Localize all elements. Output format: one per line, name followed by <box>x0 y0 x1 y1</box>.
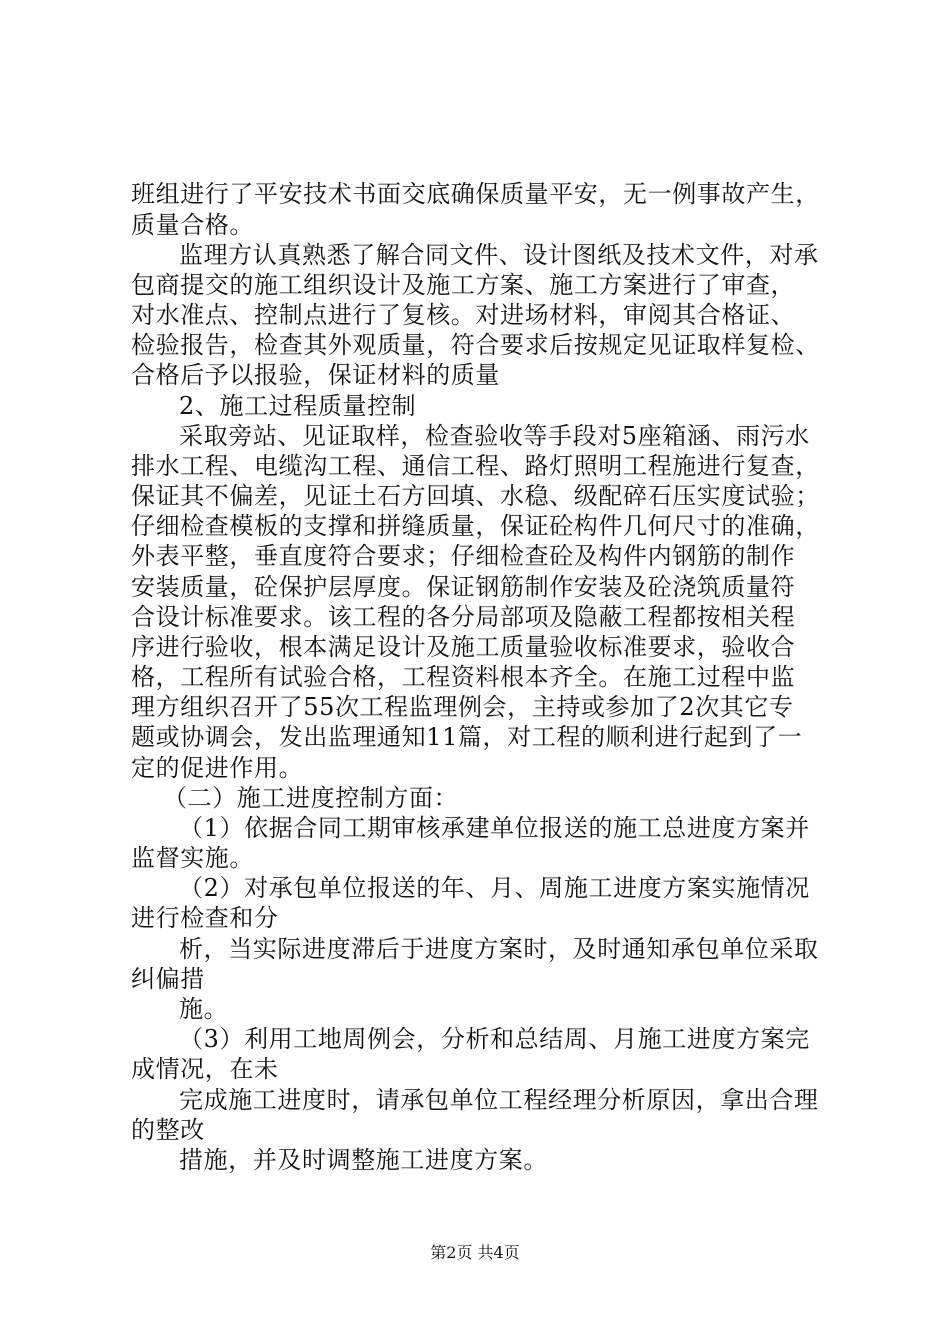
text-line: 监督实施。 <box>131 844 254 872</box>
text-line: 的整改 <box>131 1116 205 1144</box>
text-line: 质量合格。 <box>131 211 254 239</box>
text-line: 采取旁站、见证取样，检查验收等手段对5座箱涵、雨污水 <box>179 422 810 450</box>
text-line: 析，当实际进度滞后于进度方案时，及时通知承包单位采取 <box>179 935 819 963</box>
text-line: 格，工程所有试验合格，工程资料根本齐全。在施工过程中监 <box>131 663 796 691</box>
text-line: 定的促进作用。 <box>131 754 304 782</box>
text-line: 成情况，在未 <box>131 1055 279 1083</box>
text-line: （2）对承包单位报送的年、月、周施工进度方案实施情况 <box>179 874 810 902</box>
text-line: 班组进行了平安技术书面交底确保质量平安，无一例事故产生， <box>131 180 820 208</box>
text-line: 包商提交的施工组织设计及施工方案、施工方案进行了审查， <box>131 271 796 299</box>
text-line: 施。 <box>179 995 229 1023</box>
text-line: 保证其不偏差，见证土石方回填、水稳、级配碎石压实度试验； <box>131 482 820 510</box>
text-line: （二）施工进度控制方面： <box>163 784 459 812</box>
text-line: 监理方认真熟悉了解合同文件、设计图纸及技术文件，对承 <box>179 241 819 269</box>
text-line: 题或协调会，发出监理通知11篇，对工程的顺利进行起到了一 <box>131 723 803 751</box>
text-line: 外表平整，垂直度符合要求；仔细检查砼及构件内钢筋的制作 <box>131 542 796 570</box>
text-line: 合设计标准要求。该工程的各分局部项及隐蔽工程都按相关程 <box>131 603 796 631</box>
text-line: 安装质量，砼保护层厚度。保证钢筋制作安装及砼浇筑质量符 <box>131 573 796 601</box>
text-line: 合格后予以报验，保证材料的质量 <box>131 361 500 389</box>
text-line: （1）依据合同工期审核承建单位报送的施工总进度方案并 <box>179 814 810 842</box>
text-line: 纠偏措 <box>131 965 205 993</box>
text-line: 检验报告，检查其外观质量，符合要求后按规定见证取样复检、 <box>131 331 820 359</box>
text-line: 进行检查和分 <box>131 904 279 932</box>
page-number-footer: 第2页 共4页 <box>430 1243 520 1262</box>
text-line: （3）利用工地周例会，分析和总结周、月施工进度方案完 <box>179 1025 810 1053</box>
text-line: 完成施工进度时，请承包单位工程经理分析原因，拿出合理 <box>179 1086 819 1114</box>
text-line: 理方组织召开了55次工程监理例会，主持或参加了2次其它专 <box>131 693 794 721</box>
text-line: 序进行验收，根本满足设计及施工质量验收标准要求，验收合 <box>131 633 796 661</box>
text-line: 排水工程、电缆沟工程、通信工程、路灯照明工程施进行复查， <box>131 452 820 480</box>
text-line: 对水准点、控制点进行了复核。对进场材料，审阅其合格证、 <box>131 301 796 329</box>
text-line: 措施，并及时调整施工进度方案。 <box>179 1146 548 1174</box>
text-line: 仔细检查模板的支撑和拼缝质量，保证砼构件几何尺寸的准确， <box>131 512 820 540</box>
text-line: 2、施工过程质量控制 <box>179 392 417 420</box>
